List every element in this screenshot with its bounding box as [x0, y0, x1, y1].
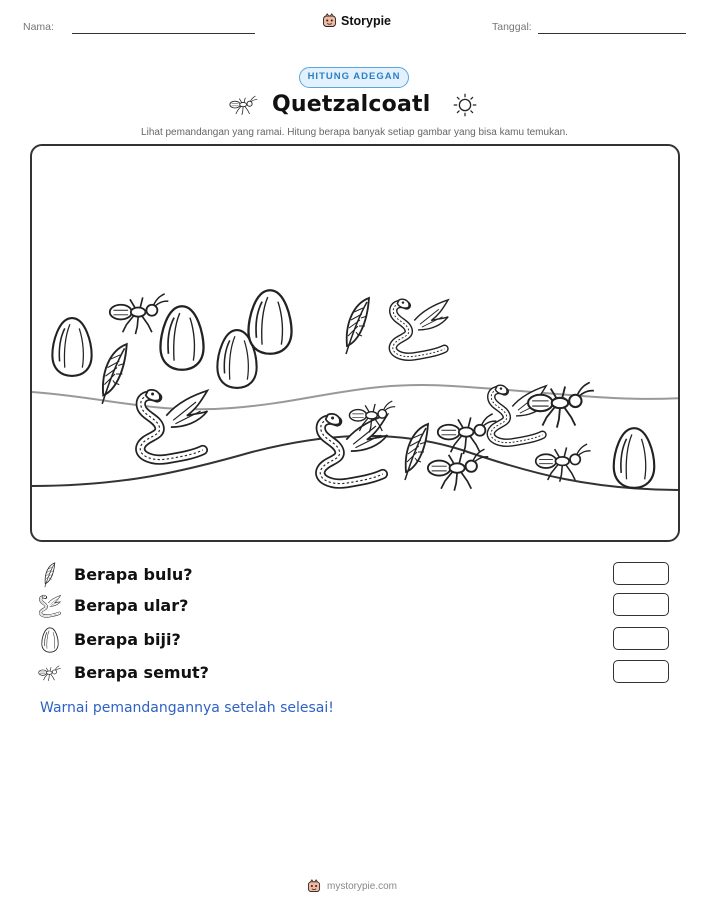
- activity-badge: HITUNG ADEGAN: [299, 67, 409, 88]
- egg-icon: [38, 627, 62, 653]
- feather-icon: [38, 562, 62, 588]
- snake-icon: [38, 593, 62, 619]
- answer-box-snakes[interactable]: [613, 593, 669, 616]
- answer-box-eggs[interactable]: [613, 627, 669, 650]
- storypie-mascot-icon: [307, 879, 321, 893]
- question-text: Berapa semut?: [74, 663, 209, 682]
- ant-6: [536, 444, 591, 482]
- feather-3: [405, 424, 428, 480]
- brand-name: Storypie: [341, 13, 392, 28]
- footer-url[interactable]: mystorypie.com: [327, 880, 398, 892]
- ant-icon: [38, 660, 62, 686]
- question-text: Berapa biji?: [74, 630, 181, 649]
- footer: [307, 879, 397, 893]
- name-label: Nama:: [23, 21, 54, 33]
- ant-1: [110, 294, 169, 334]
- question-row: [38, 627, 678, 653]
- date-field[interactable]: [538, 33, 686, 34]
- storypie-mascot-icon: [322, 13, 337, 28]
- ant-icon: [229, 94, 259, 116]
- question-row: [38, 562, 678, 588]
- brand-logo: [322, 13, 391, 28]
- coloring-note: Warnai pemandangannya setelah selesai!: [40, 700, 334, 716]
- question-row: [38, 593, 678, 619]
- egg-2: [160, 306, 203, 369]
- question-row: [38, 660, 678, 686]
- question-text: Berapa bulu?: [74, 565, 193, 584]
- snake-3: [320, 414, 387, 484]
- page-title: Quetzalcoatl: [272, 92, 431, 117]
- hill-line-back: [32, 385, 680, 409]
- instruction-text: Lihat pemandangan yang ramai. Hitung berapa banyak setiap gambar yang bisa kamu temukan.: [141, 127, 568, 138]
- egg-4: [248, 290, 291, 353]
- scene-panel[interactable]: [30, 144, 680, 542]
- name-field[interactable]: [72, 33, 255, 34]
- answer-box-feathers[interactable]: [613, 562, 669, 585]
- snake-1: [140, 390, 207, 460]
- feather-2: [346, 298, 369, 354]
- date-label: Tanggal:: [492, 21, 532, 33]
- feather-1: [102, 344, 127, 404]
- egg-1: [52, 318, 91, 376]
- question-text: Berapa ular?: [74, 596, 189, 615]
- egg-5: [614, 428, 655, 488]
- answer-box-ants[interactable]: [613, 660, 669, 683]
- sun-icon: [452, 92, 478, 118]
- snake-2: [393, 299, 448, 356]
